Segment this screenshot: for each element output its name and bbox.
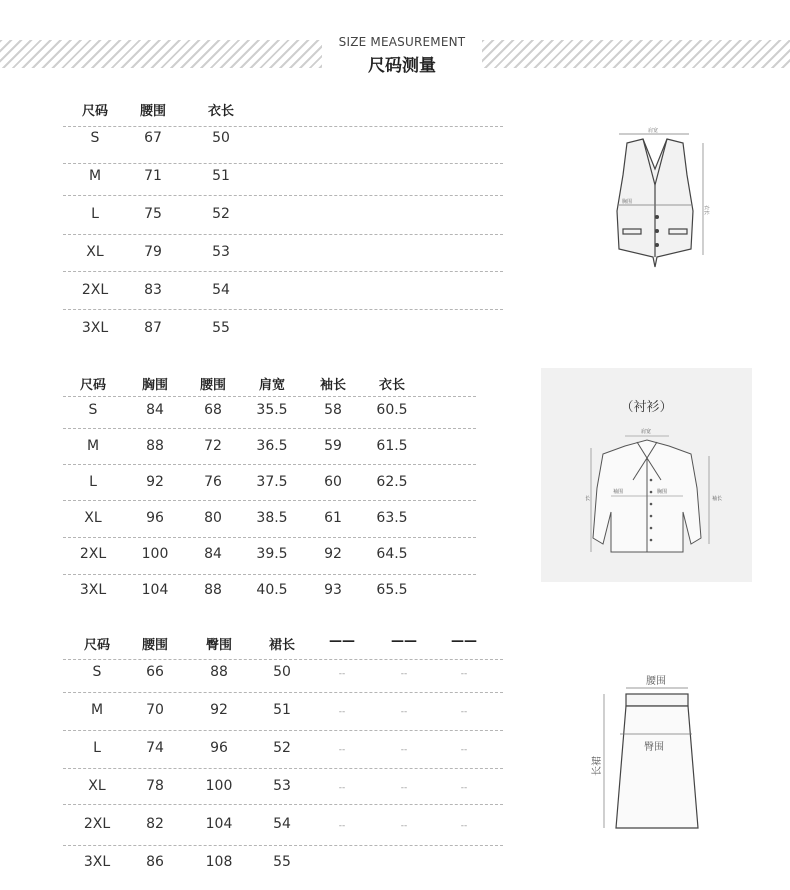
column-header: 衣长 xyxy=(207,104,234,119)
row-divider xyxy=(63,271,503,272)
table-cell: 88 xyxy=(204,582,222,598)
table-cell: 61 xyxy=(324,510,342,526)
table-cell: 52 xyxy=(212,206,230,222)
column-header: —— xyxy=(391,634,417,649)
size-label-cell: XL xyxy=(86,244,104,260)
table-cell: 60.5 xyxy=(376,402,408,418)
table-cell: 88 xyxy=(210,664,228,680)
vest-diagram xyxy=(595,125,715,275)
table-cell: 51 xyxy=(212,168,230,184)
table-cell: 54 xyxy=(273,816,291,832)
vest-label-length: 衣长 xyxy=(703,205,709,216)
header-stripes-left xyxy=(0,40,322,68)
size-label-cell: S xyxy=(90,130,100,146)
column-header: 臀围 xyxy=(205,638,232,653)
size-label-cell: 2XL xyxy=(83,816,111,832)
table-cell: 96 xyxy=(210,740,228,756)
table-cell: 55 xyxy=(212,320,230,336)
column-header: —— xyxy=(329,634,355,649)
title-english: SIZE MEASUREMENT xyxy=(338,35,466,49)
size-label-cell: L xyxy=(93,740,101,756)
skirt-diagram xyxy=(580,670,710,840)
table-cell: 50 xyxy=(273,664,291,680)
column-header: 尺码 xyxy=(83,638,110,653)
table-cell: 100 xyxy=(141,546,169,562)
size-label-cell: S xyxy=(88,402,98,418)
table-cell: 59 xyxy=(324,438,342,454)
table-cell: 55 xyxy=(273,854,291,870)
size-label-cell: M xyxy=(86,438,100,454)
table-cell: -- xyxy=(400,821,408,831)
table-cell: 86 xyxy=(146,854,164,870)
row-divider xyxy=(63,692,503,693)
table-cell: -- xyxy=(460,821,468,831)
table-cell: 88 xyxy=(146,438,164,454)
table-cell: -- xyxy=(400,745,408,755)
table-cell: -- xyxy=(460,707,468,717)
table-cell: 96 xyxy=(146,510,164,526)
table-cell: -- xyxy=(460,745,468,755)
table-cell: -- xyxy=(338,707,346,717)
table-cell: 70 xyxy=(146,702,164,718)
shirt-diagram xyxy=(541,368,752,582)
table-cell: 76 xyxy=(204,474,222,490)
table-cell: 39.5 xyxy=(256,546,288,562)
table-cell: 80 xyxy=(204,510,222,526)
row-divider xyxy=(63,574,476,575)
table-cell: 37.5 xyxy=(256,474,288,490)
row-divider xyxy=(63,659,503,660)
table-cell: 61.5 xyxy=(376,438,408,454)
row-divider xyxy=(63,537,476,538)
table-cell: 38.5 xyxy=(256,510,288,526)
row-divider xyxy=(63,845,503,846)
table-cell: 71 xyxy=(144,168,162,184)
column-header: 腰围 xyxy=(141,638,168,653)
table-cell: 50 xyxy=(212,130,230,146)
table-cell: 64.5 xyxy=(376,546,408,562)
table-cell: -- xyxy=(338,783,346,793)
size-label-cell: XL xyxy=(88,778,106,794)
table-cell: -- xyxy=(400,783,408,793)
table-cell: 82 xyxy=(146,816,164,832)
column-header: 腰围 xyxy=(199,378,226,393)
row-divider xyxy=(63,396,476,397)
size-label-cell: 2XL xyxy=(79,546,107,562)
table-cell: 40.5 xyxy=(256,582,288,598)
row-divider xyxy=(63,464,476,465)
shirt-label-chest: 胸围 xyxy=(657,489,668,495)
row-divider xyxy=(63,428,476,429)
skirt-illustration xyxy=(580,670,710,840)
row-divider xyxy=(63,730,503,731)
size-label-cell: XL xyxy=(84,510,102,526)
size-label-cell: M xyxy=(88,168,102,184)
table-cell: 66 xyxy=(146,664,164,680)
table-cell: -- xyxy=(338,821,346,831)
shirt-label-sleeve: 袖围 xyxy=(613,489,624,495)
table-cell: 84 xyxy=(204,546,222,562)
table-cell: 68 xyxy=(204,402,222,418)
table-cell: 67 xyxy=(144,130,162,146)
shirt-caption: （衬衫） xyxy=(620,400,673,415)
size-label-cell: 3XL xyxy=(83,854,111,870)
table-cell: 35.5 xyxy=(256,402,288,418)
table-cell: 93 xyxy=(324,582,342,598)
size-label-cell: L xyxy=(89,474,97,490)
table-cell: -- xyxy=(400,707,408,717)
table-cell: 78 xyxy=(146,778,164,794)
title-chinese: 尺码测量 xyxy=(368,56,436,76)
shirt-label-shoulder: 肩宽 xyxy=(641,429,652,435)
column-header: 肩宽 xyxy=(258,378,285,393)
table-cell: 108 xyxy=(205,854,233,870)
skirt-label-length: 长裙 xyxy=(592,756,603,776)
column-header: 尺码 xyxy=(79,378,106,393)
table-cell: 54 xyxy=(212,282,230,298)
table-cell: 58 xyxy=(324,402,342,418)
table-cell: -- xyxy=(460,783,468,793)
size-label-cell: S xyxy=(92,664,102,680)
vest-illustration xyxy=(595,125,715,275)
column-header: 胸围 xyxy=(141,378,168,393)
header-stripes-right xyxy=(482,40,790,68)
table-cell: -- xyxy=(460,669,468,679)
column-header: 袖长 xyxy=(319,378,346,393)
table-cell: 62.5 xyxy=(376,474,408,490)
row-divider xyxy=(63,234,503,235)
row-divider xyxy=(63,309,503,310)
shirt-label-sleeve-length: 袖长 xyxy=(712,496,723,502)
row-divider xyxy=(63,195,503,196)
table-cell: 65.5 xyxy=(376,582,408,598)
table-cell: -- xyxy=(338,745,346,755)
row-divider xyxy=(63,163,503,164)
size-label-cell: 2XL xyxy=(81,282,109,298)
table-cell: 63.5 xyxy=(376,510,408,526)
table-cell: 92 xyxy=(210,702,228,718)
table-cell: 75 xyxy=(144,206,162,222)
table-cell: 104 xyxy=(205,816,233,832)
column-header: —— xyxy=(451,634,477,649)
size-label-cell: M xyxy=(90,702,104,718)
skirt-label-waist: 腰围 xyxy=(646,676,666,687)
table-cell: 100 xyxy=(205,778,233,794)
skirt-label-hip: 臀围 xyxy=(644,742,664,753)
table-cell: 92 xyxy=(146,474,164,490)
table-cell: 83 xyxy=(144,282,162,298)
table-cell: 53 xyxy=(273,778,291,794)
table-cell: 60 xyxy=(324,474,342,490)
table-cell: 53 xyxy=(212,244,230,260)
table-cell: 84 xyxy=(146,402,164,418)
size-label-cell: L xyxy=(91,206,99,222)
table-cell: 104 xyxy=(141,582,169,598)
row-divider xyxy=(63,500,476,501)
table-cell: 87 xyxy=(144,320,162,336)
vest-label-width: 肩宽 xyxy=(648,128,659,134)
column-header: 衣长 xyxy=(378,378,405,393)
size-label-cell: 3XL xyxy=(81,320,109,336)
column-header: 尺码 xyxy=(81,104,108,119)
row-divider xyxy=(63,768,503,769)
row-divider xyxy=(63,126,503,127)
shirt-illustration xyxy=(541,368,752,582)
table-cell: 52 xyxy=(273,740,291,756)
table-cell: 72 xyxy=(204,438,222,454)
table-cell: 92 xyxy=(324,546,342,562)
page-header xyxy=(0,0,790,80)
column-header: 腰围 xyxy=(139,104,166,119)
shirt-label-length: 长 xyxy=(585,496,591,502)
vest-label-chest: 胸围 xyxy=(622,199,633,205)
row-divider xyxy=(63,804,503,805)
table-cell: 79 xyxy=(144,244,162,260)
size-label-cell: 3XL xyxy=(79,582,107,598)
table-cell: 74 xyxy=(146,740,164,756)
table-cell: -- xyxy=(338,669,346,679)
table-cell: -- xyxy=(400,669,408,679)
table-cell: 51 xyxy=(273,702,291,718)
table-cell: 36.5 xyxy=(256,438,288,454)
column-header: 裙长 xyxy=(268,638,295,653)
